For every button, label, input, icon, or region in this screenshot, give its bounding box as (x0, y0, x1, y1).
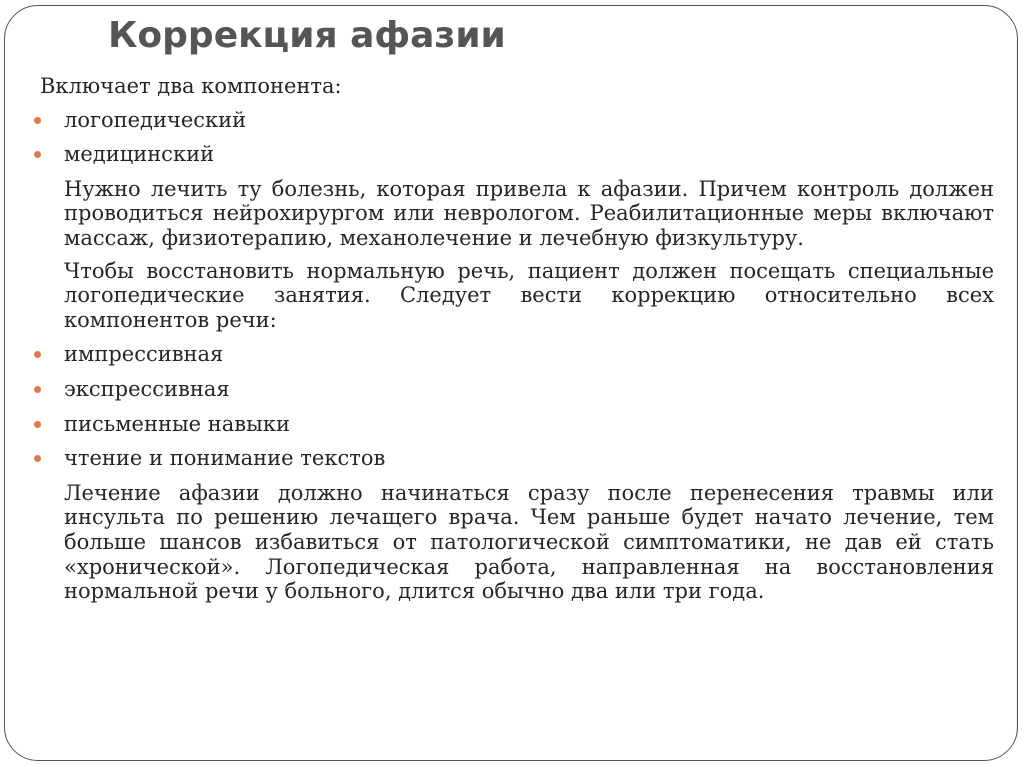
list-item (34, 142, 994, 167)
frame-shadow (1016, 40, 1020, 740)
bullet-dot-icon (34, 351, 41, 358)
list-item-label: медицинский (64, 142, 215, 167)
slide-title: Коррекция афазии (108, 15, 506, 56)
bullet-dot-icon (34, 455, 41, 462)
bullet-dot-icon (34, 386, 41, 393)
list-item (34, 446, 994, 471)
bullet-dot-icon (34, 117, 41, 124)
paragraph-treatment: Нужно лечить ту болезнь, которая привела к афазии. Причем контроль должен проводиться нейрохирургом или неврологом. Реабилитационные меры включают массаж, физиотерапию, механолечение и лечебную физкультуру. (64, 176, 994, 250)
list-item (34, 108, 994, 133)
list-item-label: экспрессивная (64, 376, 230, 401)
slide-body (34, 74, 994, 612)
paragraph-speech-recovery: Чтобы восстановить нормальную речь, пациент должен посещать специальные логопедические занятия. Следует вести коррекцию относительно всех компонентов речи: (64, 258, 994, 332)
list-item-label: чтение и понимание текстов (64, 446, 386, 471)
list-item (34, 412, 994, 437)
list-item (34, 342, 994, 367)
list-item-label: письменные навыки (64, 411, 290, 436)
list-item (34, 377, 994, 402)
intro-text: Включает два компонента: (40, 74, 342, 98)
bullet-dot-icon (34, 421, 41, 428)
bullet-dot-icon (34, 151, 41, 158)
list-item-label: импрессивная (64, 342, 224, 367)
paragraph-treatment-timing: Лечение афазии должно начинаться сразу после перенесения травмы или инсульта по решению лечащего врача. Чем раньше будет начато лечение, тем больше шансов избавиться от патологической симптоматики, не дав ей стать «хронической». Логопедическая работа, направленная на восстановления нормальной речи у больного, длится обычно два или три года. (64, 480, 994, 604)
list-item-label: логопедический (64, 107, 247, 132)
